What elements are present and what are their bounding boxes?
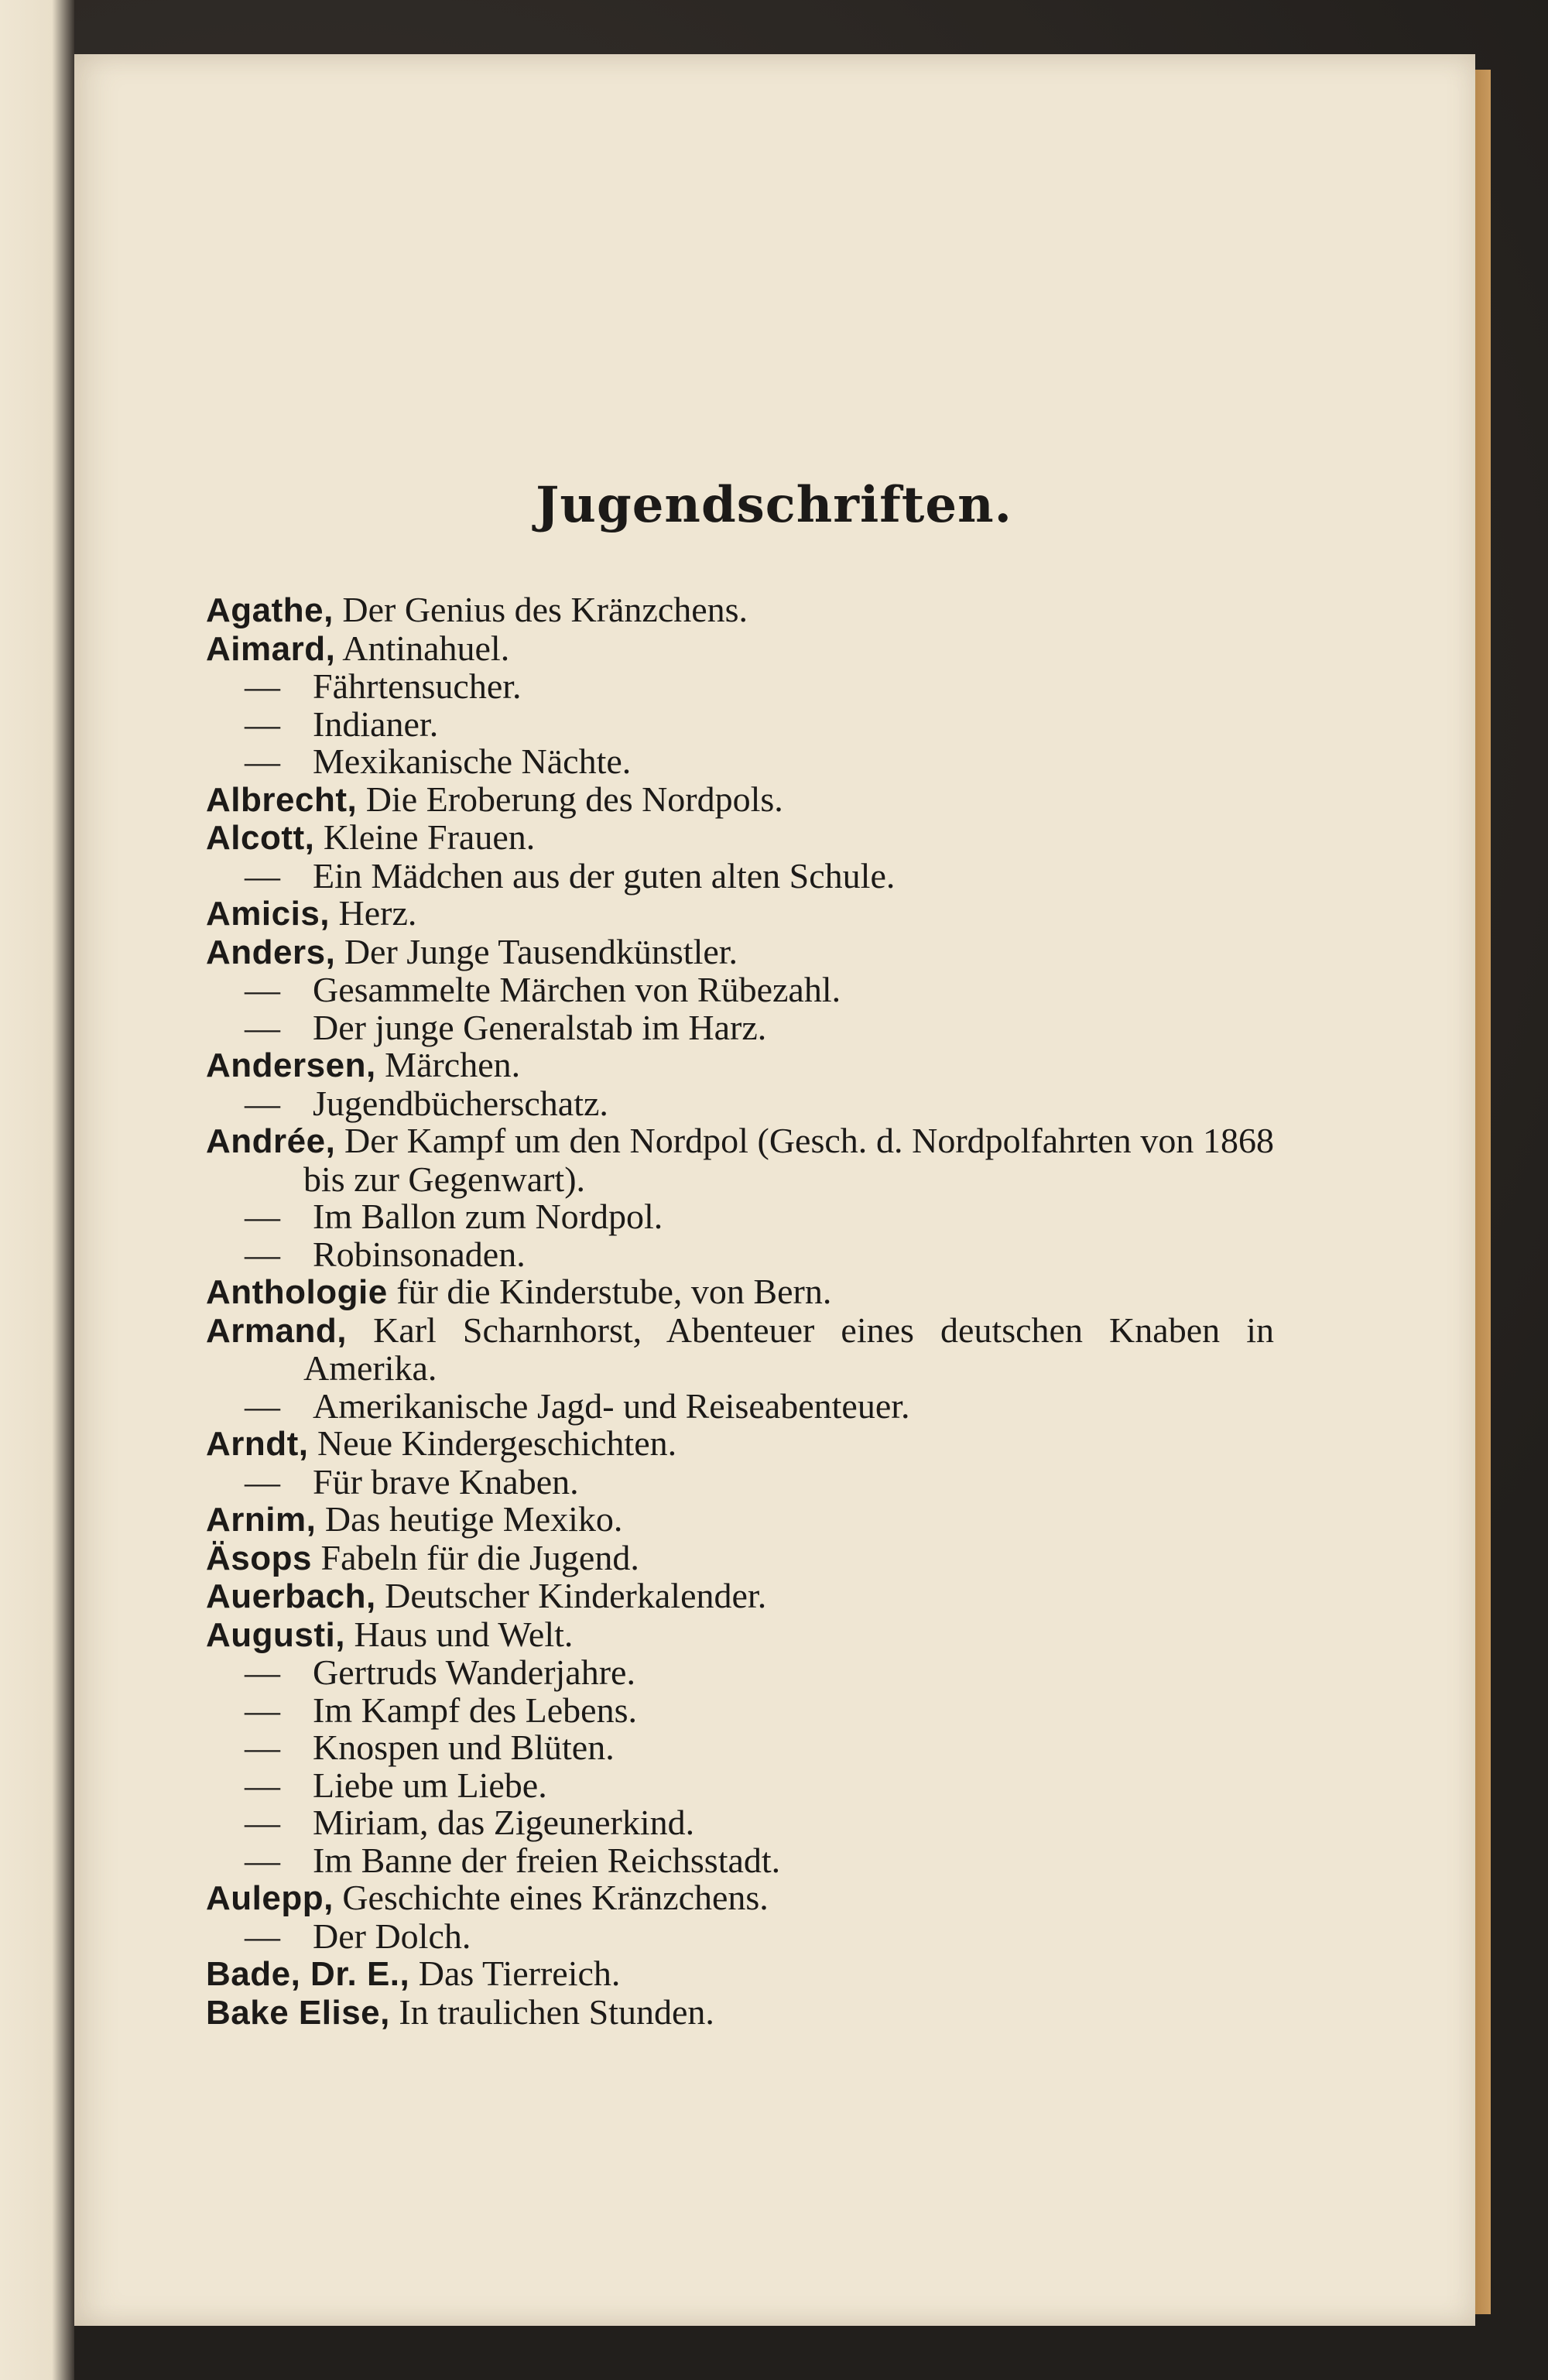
list-item	[206, 1577, 1274, 1616]
entry-dash: —	[245, 1840, 280, 1880]
list-item	[206, 1729, 1274, 1767]
entry-title: Kleine Frauen.	[323, 817, 536, 857]
list-item	[206, 933, 1274, 972]
entry-author: Amicis,	[206, 895, 330, 933]
page-title: Jugendschriften.	[536, 476, 1012, 534]
entry-author: Agathe,	[206, 591, 334, 629]
entry-dash: —	[245, 855, 280, 895]
list-item	[206, 1616, 1274, 1655]
entry-title: Mexikanische Nächte.	[313, 741, 632, 781]
entry-title: Jugendbücherschatz.	[313, 1083, 608, 1123]
entry-dash: —	[245, 1083, 280, 1123]
entry-author: Arndt,	[206, 1425, 309, 1463]
entry-title: Das Tierreich.	[418, 1954, 621, 1993]
list-item	[206, 1461, 1274, 1502]
list-item	[206, 1236, 1274, 1274]
entry-title: für die Kinderstube, von Bern.	[396, 1272, 832, 1311]
list-item	[206, 1991, 1274, 2032]
list-item	[206, 1273, 1274, 1312]
list-item	[206, 1009, 1274, 1047]
entry-author: Aimard,	[206, 629, 336, 668]
entry-title: Antinahuel.	[342, 628, 510, 668]
entry-author: Armand,	[206, 1311, 347, 1350]
entry-author: Aulepp,	[206, 1879, 334, 1917]
entry-dash: —	[245, 1007, 280, 1047]
entry-title: Der Genius des Kränzchens.	[342, 590, 748, 629]
entry-dash: —	[245, 1461, 280, 1502]
list-item	[206, 743, 1274, 781]
list-item	[206, 1046, 1274, 1085]
list-item	[206, 855, 1274, 895]
entry-dash: —	[245, 1652, 280, 1692]
entry-title: Fabeln für die Jugend.	[320, 1537, 639, 1577]
entry-title: Im Ballon zum Nordpol.	[313, 1197, 663, 1236]
list-item	[206, 1955, 1274, 1994]
list-item	[206, 591, 1274, 630]
entry-title: In traulichen Stunden.	[399, 1991, 714, 2032]
entry-title: Im Kampf des Lebens.	[313, 1690, 637, 1730]
list-item	[206, 971, 1274, 1009]
entry-dash: —	[245, 704, 280, 744]
entry-title: Robinsonaden.	[313, 1234, 526, 1274]
entry-title: Der Junge Tausendkünstler.	[344, 931, 738, 971]
entry-title: Karl Scharnhorst, Abenteuer eines deutschen Knaben in Amerika.	[303, 1310, 1274, 1388]
list-item	[206, 1198, 1274, 1236]
list-item	[206, 1918, 1274, 1956]
list-item	[206, 1085, 1274, 1123]
list-item	[206, 1122, 1274, 1198]
entry-author: Albrecht,	[206, 780, 358, 819]
list-item	[206, 1767, 1274, 1805]
entry-dash: —	[245, 741, 280, 781]
list-item	[206, 706, 1274, 744]
entry-title: Der Kampf um den Nordpol (Gesch. d. Nordpolfahrten von 1868 bis zur Gegenwart).	[303, 1121, 1274, 1199]
entry-dash: —	[245, 1690, 280, 1730]
entry-title: Liebe um Liebe.	[313, 1765, 547, 1805]
book-gutter	[0, 0, 74, 2380]
entry-dash: —	[245, 1916, 280, 1956]
list-item	[206, 781, 1274, 820]
list-item	[206, 819, 1274, 858]
entry-title: Amerikanische Jagd- und Reiseabenteuer.	[313, 1385, 910, 1426]
entry-title: Die Eroberung des Nordpols.	[365, 779, 783, 819]
entry-title: Märchen.	[385, 1045, 521, 1084]
entry-author: Auerbach,	[206, 1577, 376, 1615]
entry-author: Bake Elise,	[206, 1993, 390, 2032]
entry-author: Bade, Dr. E.,	[206, 1955, 410, 1993]
entry-title: Der Dolch.	[313, 1916, 471, 1956]
list-item	[206, 1692, 1274, 1730]
entry-title: Das heutige Mexiko.	[324, 1499, 623, 1539]
entry-title: Gesammelte Märchen von Rübezahl.	[313, 970, 841, 1009]
entry-title: Ein Mädchen aus der guten alten Schule.	[313, 855, 896, 895]
entry-title: Herz.	[338, 893, 417, 933]
list-item	[206, 1501, 1274, 1539]
entry-title: Haus und Welt.	[354, 1614, 574, 1654]
entry-author: Andrée,	[206, 1122, 336, 1160]
entry-author: Augusti,	[206, 1615, 345, 1654]
entry-author: Andersen,	[206, 1046, 376, 1084]
entry-title: Deutscher Kinderkalender.	[385, 1576, 767, 1615]
entry-title: Geschichte eines Kränzchens.	[342, 1878, 769, 1917]
entry-dash: —	[245, 1803, 280, 1842]
entry-title: Für brave Knaben.	[313, 1461, 579, 1502]
entry-dash: —	[245, 1385, 280, 1426]
entry-dash: —	[245, 666, 280, 706]
list-item	[206, 668, 1274, 706]
entry-title: Indianer.	[313, 704, 439, 744]
list-item	[206, 1539, 1274, 1578]
entry-title: Neue Kindergeschichten.	[317, 1423, 677, 1463]
entry-title: Miriam, das Zigeunerkind.	[313, 1803, 695, 1842]
entry-dash: —	[245, 1197, 280, 1236]
entry-list	[206, 591, 1274, 2032]
entry-author: Anders,	[206, 933, 336, 971]
entry-title: Fährtensucher.	[313, 666, 522, 706]
entry-title: Im Banne der freien Reichsstadt.	[313, 1840, 781, 1880]
list-item	[206, 1425, 1274, 1464]
list-item	[206, 1804, 1274, 1842]
entry-dash: —	[245, 1765, 280, 1805]
entry-dash: —	[245, 1234, 280, 1274]
list-item	[206, 1385, 1274, 1426]
list-item	[206, 1312, 1274, 1388]
entry-author: Alcott,	[206, 819, 315, 857]
list-item	[206, 630, 1274, 669]
entry-author: Äsops	[206, 1539, 312, 1577]
list-item	[206, 895, 1274, 933]
entry-author: Anthologie	[206, 1273, 388, 1311]
list-item	[206, 1842, 1274, 1880]
list-item	[206, 1654, 1274, 1692]
entry-author: Arnim,	[206, 1501, 317, 1539]
entry-dash: —	[245, 970, 280, 1009]
entry-dash: —	[245, 1728, 280, 1767]
entry-title: Knospen und Blüten.	[313, 1728, 615, 1767]
entry-title: Der junge Generalstab im Harz.	[313, 1007, 767, 1047]
entry-title: Gertruds Wanderjahre.	[313, 1652, 635, 1692]
list-item	[206, 1879, 1274, 1918]
